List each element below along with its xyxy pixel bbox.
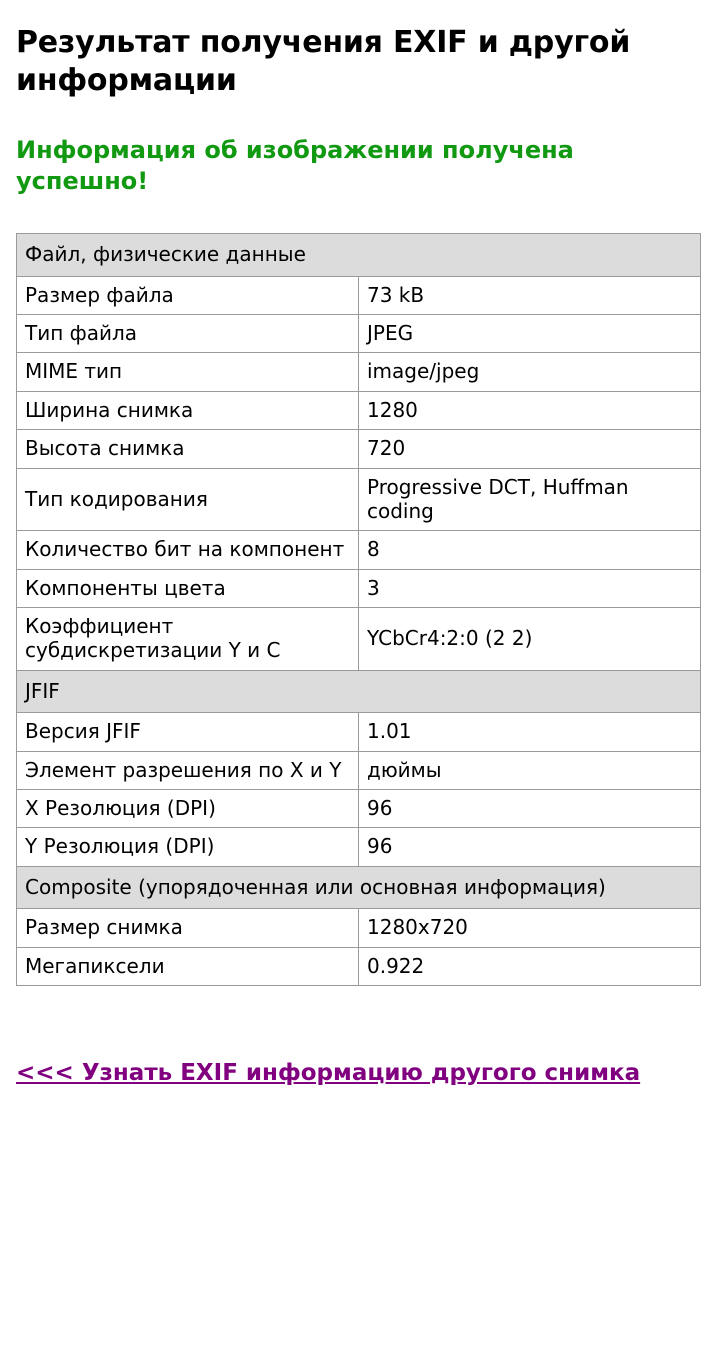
table-cell-label: Y Резолюция (DPI) <box>17 828 359 866</box>
table-section-label: JFIF <box>17 670 701 712</box>
table-cell-label: Коэффициент субдискретизации Y и C <box>17 608 359 671</box>
table-section-label: Composite (упорядоченная или основная информация) <box>17 866 701 908</box>
table-row <box>17 751 701 789</box>
table-cell-label: Мегапиксели <box>17 947 359 985</box>
table-row <box>17 468 701 531</box>
table-cell-value: JPEG <box>359 314 701 352</box>
table-cell-label: Количество бит на компонент <box>17 531 359 569</box>
table-row <box>17 531 701 569</box>
table-section-row <box>17 866 701 908</box>
table-cell-value: 96 <box>359 828 701 866</box>
table-cell-label: MIME тип <box>17 353 359 391</box>
table-cell-label: Тип кодирования <box>17 468 359 531</box>
footer-link-container <box>16 1058 703 1129</box>
table-cell-label: Компоненты цвета <box>17 569 359 607</box>
table-cell-label: X Резолюция (DPI) <box>17 790 359 828</box>
page-title: Результат получения EXIF и другой информации <box>16 25 631 99</box>
table-row <box>17 608 701 671</box>
table-cell-label: Высота снимка <box>17 430 359 468</box>
table-row <box>17 314 701 352</box>
table-cell-label: Версия JFIF <box>17 713 359 751</box>
table-cell-value: Progressive DCT, Huffman coding <box>359 468 701 531</box>
table-section-label: Файл, физические данные <box>17 234 701 276</box>
table-cell-value: 0.922 <box>359 947 701 985</box>
table-section-row <box>17 670 701 712</box>
table-cell-value: 3 <box>359 569 701 607</box>
success-message: Информация об изображении получена успешно! <box>16 135 574 195</box>
table-cell-value: 8 <box>359 531 701 569</box>
table-cell-value: 1.01 <box>359 713 701 751</box>
table-cell-label: Ширина снимка <box>17 391 359 429</box>
table-row <box>17 353 701 391</box>
table-cell-value: 96 <box>359 790 701 828</box>
table-cell-value: 73 kB <box>359 276 701 314</box>
table-row <box>17 713 701 751</box>
table-row <box>17 391 701 429</box>
exif-info-table <box>16 233 701 986</box>
table-row <box>17 828 701 866</box>
table-row <box>17 909 701 947</box>
table-cell-label: Тип файла <box>17 314 359 352</box>
exif-table-body <box>17 234 701 986</box>
table-cell-value: image/jpeg <box>359 353 701 391</box>
table-row <box>17 430 701 468</box>
table-cell-label: Размер снимка <box>17 909 359 947</box>
table-cell-value: 720 <box>359 430 701 468</box>
table-row <box>17 947 701 985</box>
table-row <box>17 790 701 828</box>
table-section-row <box>17 234 701 276</box>
table-cell-value: 1280x720 <box>359 909 701 947</box>
table-cell-value: дюймы <box>359 751 701 789</box>
table-cell-label: Элемент разрешения по X и Y <box>17 751 359 789</box>
table-row <box>17 276 701 314</box>
table-cell-value: 1280 <box>359 391 701 429</box>
table-cell-label: Размер файла <box>17 276 359 314</box>
table-cell-value: YCbCr4:2:0 (2 2) <box>359 608 701 671</box>
another-photo-exif-link[interactable]: <<< Узнать EXIF информацию другого снимка <box>16 1059 641 1086</box>
table-row <box>17 569 701 607</box>
